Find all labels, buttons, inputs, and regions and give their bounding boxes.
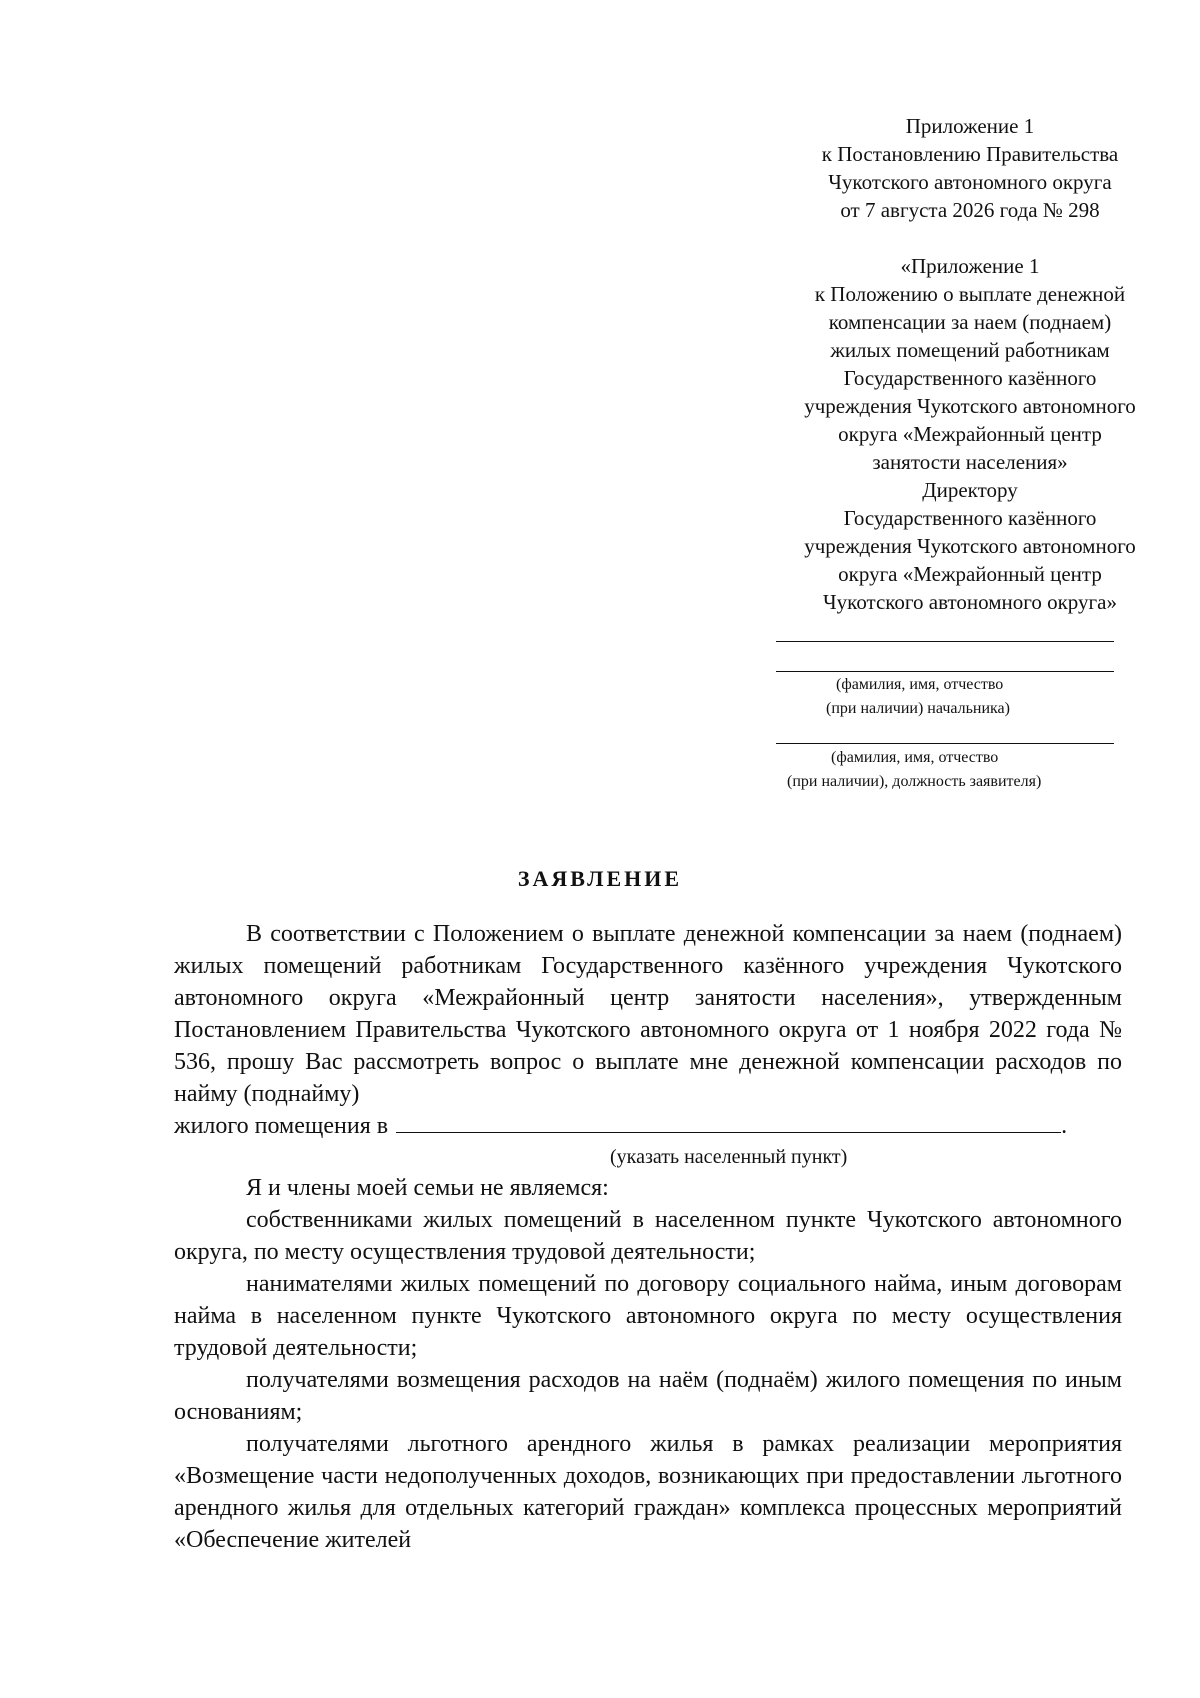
regulation-header-line: учреждения Чукотского автономного xyxy=(804,394,1136,418)
addressee-line: Директору xyxy=(922,478,1018,502)
addressee-line: Государственного казённого xyxy=(843,506,1097,530)
head-name-blank-line-2[interactable] xyxy=(776,671,1114,672)
applicant-name-blank-line[interactable] xyxy=(776,743,1114,744)
applicant-name-caption: (при наличии), должность заявителя) xyxy=(787,773,1042,790)
addressee-line: учреждения Чукотского автономного xyxy=(804,534,1136,558)
regulation-header-line: жилых помещений работникам xyxy=(830,338,1110,362)
regulation-header-line: занятости населения» xyxy=(872,450,1068,474)
document-title: ЗАЯВЛЕНИЕ xyxy=(517,866,683,891)
intro-paragraph: В соответствии с Положением о выплате денежной компенсации за наем (поднаем) жилых помещений работникам Государственного казённого учреждения Чукотского автономного округа «Межрайонный центр занятости населения», утвержденным Постановлением Правительства Чукотского автономного округа от 1 ноября 2022 года № 536, прошу Вас рассмотреть вопрос о выплате мне денежной компенсации расходов по найму (поднайму) xyxy=(174,921,1122,1107)
regulation-header-line: Государственного казённого xyxy=(843,366,1097,390)
regulation-header-line: округа «Межрайонный центр xyxy=(838,422,1102,446)
application-body xyxy=(174,918,1122,1556)
list-item: нанимателями жилых помещений по договору социального найма, иным договорам найма в населенном пункте Чукотского автономного округа по месту осуществления трудовой деятельности; xyxy=(174,1271,1122,1361)
regulation-header-line: «Приложение 1 xyxy=(900,254,1040,278)
place-blank-line[interactable] xyxy=(396,1132,1061,1133)
head-name-caption: (фамилия, имя, отчество xyxy=(836,676,1004,693)
appendix-header-line: Чукотского автономного округа xyxy=(828,170,1112,194)
place-row xyxy=(174,1110,1122,1142)
addressee-line: Чукотского автономного округа» xyxy=(823,590,1117,614)
statement-paragraph: Я и члены моей семьи не являемся: xyxy=(246,1175,609,1201)
head-name-blank-line-1[interactable] xyxy=(776,641,1114,642)
regulation-appendix-header xyxy=(750,252,1190,616)
appendix-header-line: к Постановлению Правительства xyxy=(821,142,1119,166)
list-item: получателями возмещения расходов на наём (поднаём) жилого помещения по иным основаниям; xyxy=(174,1367,1122,1425)
addressee-line: округа «Межрайонный центр xyxy=(838,562,1102,586)
head-name-caption: (при наличии) начальника) xyxy=(826,700,1010,717)
place-suffix: . xyxy=(1061,1113,1068,1139)
appendix-header-line: от 7 августа 2026 года № 298 xyxy=(840,198,1100,222)
appendix-header-line: Приложение 1 xyxy=(905,114,1035,138)
regulation-header-line: компенсации за наем (поднаем) xyxy=(828,310,1112,334)
list-item: собственниками жилых помещений в населенном пункте Чукотского автономного округа, по месту осуществления трудовой деятельности; xyxy=(174,1207,1122,1265)
applicant-name-caption: (фамилия, имя, отчество xyxy=(831,749,999,766)
place-prefix: жилого помещения в xyxy=(174,1113,389,1139)
appendix-header xyxy=(750,112,1190,224)
place-caption: (указать населенный пункт) xyxy=(610,1146,848,1168)
list-item: получателями льготного арендного жилья в рамках реализации мероприятия «Возмещение части недополученных доходов, возникающих при предоставлении льготного арендного жилья для отдельных категорий граждан» комплекса процессных мероприятий «Обеспечение жителей xyxy=(174,1431,1122,1553)
regulation-header-line: к Положению о выплате денежной xyxy=(814,282,1126,306)
